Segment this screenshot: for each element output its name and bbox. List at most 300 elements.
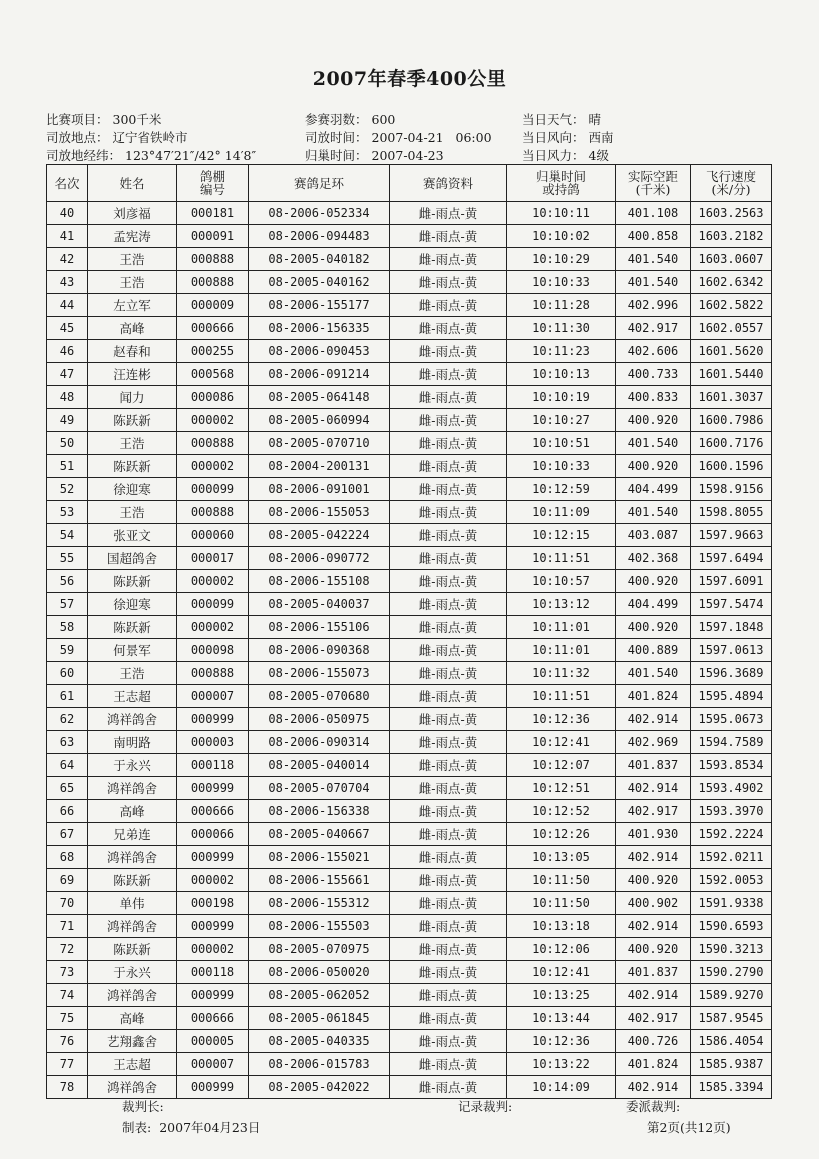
delegate-referee: [626, 1097, 680, 1115]
col-header-pigeon-info: 赛鸽资料: [390, 165, 507, 202]
release-place-label: 司放地点：: [46, 130, 109, 145]
table-row: [47, 547, 772, 570]
cell-pigeon-info: 雌-雨点-黄: [390, 386, 507, 409]
table-row: [47, 846, 772, 869]
cell-speed: 1603.2563: [691, 202, 772, 225]
table-row: [47, 294, 772, 317]
cell-pigeon-info: 雌-雨点-黄: [390, 846, 507, 869]
cell-rank: 76: [47, 1030, 88, 1053]
cell-name: 汪连彬: [88, 363, 177, 386]
cell-distance: 401.540: [616, 432, 691, 455]
entries-label: 参赛羽数：: [305, 112, 368, 127]
cell-name: 徐迎寒: [88, 478, 177, 501]
table-row: [47, 202, 772, 225]
cell-distance: 400.920: [616, 455, 691, 478]
cell-ring: 08-2006-090314: [249, 731, 390, 754]
cell-ring: 08-2005-042022: [249, 1076, 390, 1099]
table-row: [47, 1007, 772, 1030]
cell-rank: 69: [47, 869, 88, 892]
weather-info: [522, 110, 601, 128]
cell-distance: 402.914: [616, 777, 691, 800]
cell-arrival: 10:10:29: [507, 248, 616, 271]
cell-distance: 402.606: [616, 340, 691, 363]
cell-speed: 1587.9545: [691, 1007, 772, 1030]
cell-speed: 1597.6494: [691, 547, 772, 570]
cell-name: 左立军: [88, 294, 177, 317]
event-label: 比赛项目：: [46, 112, 109, 127]
cell-rank: 50: [47, 432, 88, 455]
cell-loft-id: 000002: [177, 616, 249, 639]
cell-speed: 1597.0613: [691, 639, 772, 662]
cell-rank: 64: [47, 754, 88, 777]
release-time-label: 司放时间：: [305, 130, 368, 145]
cell-distance: 402.914: [616, 1076, 691, 1099]
cell-distance: 400.920: [616, 938, 691, 961]
cell-pigeon-info: 雌-雨点-黄: [390, 708, 507, 731]
cell-speed: 1603.2182: [691, 225, 772, 248]
cell-ring: 08-2005-064148: [249, 386, 390, 409]
cell-arrival: 10:10:27: [507, 409, 616, 432]
cell-pigeon-info: 雌-雨点-黄: [390, 616, 507, 639]
cell-rank: 78: [47, 1076, 88, 1099]
cell-name: 陈跃新: [88, 869, 177, 892]
made-by-date: 2007年04月23日: [159, 1120, 261, 1135]
return-time-value: 2007-04-23: [371, 148, 444, 163]
cell-ring: 08-2006-090453: [249, 340, 390, 363]
cell-pigeon-info: 雌-雨点-黄: [390, 685, 507, 708]
cell-arrival: 10:12:41: [507, 961, 616, 984]
table-row: [47, 386, 772, 409]
cell-rank: 68: [47, 846, 88, 869]
col-header-distance: 实际空距 (千米): [616, 165, 691, 202]
cell-ring: 08-2006-052334: [249, 202, 390, 225]
cell-ring: 08-2005-040014: [249, 754, 390, 777]
table-row: [47, 1030, 772, 1053]
table-row: [47, 616, 772, 639]
cell-loft-id: 000091: [177, 225, 249, 248]
cell-speed: 1600.7176: [691, 432, 772, 455]
cell-speed: 1590.2790: [691, 961, 772, 984]
cell-arrival: 10:10:02: [507, 225, 616, 248]
recorder-referee-label: 记录裁判:: [458, 1099, 513, 1114]
cell-arrival: 10:12:52: [507, 800, 616, 823]
cell-loft-id: 000255: [177, 340, 249, 363]
cell-distance: 400.920: [616, 570, 691, 593]
cell-distance: 402.368: [616, 547, 691, 570]
cell-speed: 1602.6342: [691, 271, 772, 294]
cell-ring: 08-2006-155108: [249, 570, 390, 593]
cell-ring: 08-2006-090368: [249, 639, 390, 662]
cell-arrival: 10:13:22: [507, 1053, 616, 1076]
table-row: [47, 317, 772, 340]
cell-loft-id: 000888: [177, 271, 249, 294]
cell-ring: 08-2006-155053: [249, 501, 390, 524]
cell-arrival: 10:11:32: [507, 662, 616, 685]
cell-distance: 402.969: [616, 731, 691, 754]
cell-name: 王浩: [88, 271, 177, 294]
cell-rank: 74: [47, 984, 88, 1007]
cell-arrival: 10:12:36: [507, 1030, 616, 1053]
cell-speed: 1595.0673: [691, 708, 772, 731]
cell-pigeon-info: 雌-雨点-黄: [390, 1007, 507, 1030]
cell-rank: 43: [47, 271, 88, 294]
cell-loft-id: 000198: [177, 892, 249, 915]
col-header-arrival: 归巢时间 或持鸽: [507, 165, 616, 202]
col-header-rank: 名次: [47, 165, 88, 202]
cell-arrival: 10:12:06: [507, 938, 616, 961]
cell-loft-id: 000002: [177, 455, 249, 478]
table-row: [47, 869, 772, 892]
cell-ring: 08-2005-070680: [249, 685, 390, 708]
table-row: [47, 685, 772, 708]
cell-name: 高峰: [88, 317, 177, 340]
cell-arrival: 10:13:05: [507, 846, 616, 869]
cell-name: 王志超: [88, 685, 177, 708]
cell-ring: 08-2006-091214: [249, 363, 390, 386]
cell-ring: 08-2006-155073: [249, 662, 390, 685]
cell-distance: 402.917: [616, 1007, 691, 1030]
cell-distance: 404.499: [616, 593, 691, 616]
table-row: [47, 754, 772, 777]
cell-speed: 1595.4894: [691, 685, 772, 708]
cell-distance: 400.920: [616, 869, 691, 892]
cell-ring: 08-2006-155106: [249, 616, 390, 639]
cell-pigeon-info: 雌-雨点-黄: [390, 317, 507, 340]
cell-arrival: 10:13:44: [507, 1007, 616, 1030]
entries-value: 600: [371, 112, 396, 127]
coords-info: [46, 146, 256, 164]
cell-distance: 400.902: [616, 892, 691, 915]
weather-label: 当日天气：: [522, 112, 585, 127]
cell-rank: 65: [47, 777, 88, 800]
cell-arrival: 10:13:25: [507, 984, 616, 1007]
cell-arrival: 10:10:51: [507, 432, 616, 455]
cell-distance: 401.824: [616, 1053, 691, 1076]
table-row: [47, 570, 772, 593]
cell-arrival: 10:11:50: [507, 869, 616, 892]
cell-pigeon-info: 雌-雨点-黄: [390, 478, 507, 501]
cell-speed: 1593.3970: [691, 800, 772, 823]
results-table: [46, 164, 772, 1099]
cell-ring: 08-2005-040037: [249, 593, 390, 616]
cell-loft-id: 000999: [177, 777, 249, 800]
cell-loft-id: 000003: [177, 731, 249, 754]
cell-speed: 1601.5620: [691, 340, 772, 363]
cell-speed: 1597.5474: [691, 593, 772, 616]
referee-chief: [122, 1097, 164, 1115]
cell-rank: 77: [47, 1053, 88, 1076]
cell-ring: 08-2005-062052: [249, 984, 390, 1007]
coords-value: 123°47′21″/42° 14′8″: [125, 148, 257, 163]
cell-name: 孟宪涛: [88, 225, 177, 248]
cell-name: 何景军: [88, 639, 177, 662]
table-row: [47, 271, 772, 294]
cell-loft-id: 000002: [177, 869, 249, 892]
cell-distance: 400.920: [616, 616, 691, 639]
cell-loft-id: 000888: [177, 501, 249, 524]
cell-arrival: 10:12:51: [507, 777, 616, 800]
cell-rank: 46: [47, 340, 88, 363]
cell-rank: 59: [47, 639, 88, 662]
cell-rank: 53: [47, 501, 88, 524]
cell-name: 高峰: [88, 1007, 177, 1030]
cell-arrival: 10:11:09: [507, 501, 616, 524]
cell-rank: 55: [47, 547, 88, 570]
cell-rank: 73: [47, 961, 88, 984]
cell-speed: 1602.5822: [691, 294, 772, 317]
cell-loft-id: 000568: [177, 363, 249, 386]
return-time-label: 归巢时间：: [305, 148, 368, 163]
cell-rank: 48: [47, 386, 88, 409]
col-header-loft-id: 鸽棚 编号: [177, 165, 249, 202]
cell-loft-id: 000666: [177, 800, 249, 823]
cell-distance: 401.540: [616, 248, 691, 271]
cell-arrival: 10:11:50: [507, 892, 616, 915]
cell-name: 于永兴: [88, 754, 177, 777]
wind-direction-value: 西南: [588, 130, 614, 145]
cell-distance: 400.726: [616, 1030, 691, 1053]
recorder-referee: [458, 1097, 512, 1115]
cell-loft-id: 000099: [177, 593, 249, 616]
cell-pigeon-info: 雌-雨点-黄: [390, 455, 507, 478]
cell-name: 陈跃新: [88, 616, 177, 639]
cell-pigeon-info: 雌-雨点-黄: [390, 248, 507, 271]
cell-ring: 08-2006-091001: [249, 478, 390, 501]
wind-force-value: 4级: [588, 148, 609, 163]
cell-loft-id: 000999: [177, 708, 249, 731]
release-place-info: [46, 128, 188, 146]
col-header-speed: 飞行速度 (米/分): [691, 165, 772, 202]
cell-rank: 70: [47, 892, 88, 915]
cell-name: 单伟: [88, 892, 177, 915]
cell-speed: 1590.3213: [691, 938, 772, 961]
cell-pigeon-info: 雌-雨点-黄: [390, 938, 507, 961]
cell-speed: 1594.7589: [691, 731, 772, 754]
cell-name: 陈跃新: [88, 455, 177, 478]
cell-distance: 401.540: [616, 662, 691, 685]
cell-distance: 402.917: [616, 317, 691, 340]
table-row: [47, 409, 772, 432]
cell-distance: 402.914: [616, 915, 691, 938]
cell-distance: 402.914: [616, 708, 691, 731]
cell-ring: 08-2006-155177: [249, 294, 390, 317]
table-row: [47, 1053, 772, 1076]
cell-pigeon-info: 雌-雨点-黄: [390, 777, 507, 800]
cell-loft-id: 000999: [177, 1076, 249, 1099]
table-row: [47, 915, 772, 938]
table-row: [47, 593, 772, 616]
cell-rank: 62: [47, 708, 88, 731]
cell-pigeon-info: 雌-雨点-黄: [390, 409, 507, 432]
release-time-info: [305, 128, 492, 146]
cell-arrival: 10:11:28: [507, 294, 616, 317]
cell-arrival: 10:12:36: [507, 708, 616, 731]
cell-ring: 08-2006-156335: [249, 317, 390, 340]
cell-arrival: 10:11:51: [507, 547, 616, 570]
cell-rank: 71: [47, 915, 88, 938]
cell-rank: 44: [47, 294, 88, 317]
cell-pigeon-info: 雌-雨点-黄: [390, 892, 507, 915]
cell-rank: 54: [47, 524, 88, 547]
cell-name: 陈跃新: [88, 938, 177, 961]
cell-loft-id: 000066: [177, 823, 249, 846]
cell-speed: 1590.6593: [691, 915, 772, 938]
cell-arrival: 10:10:33: [507, 271, 616, 294]
cell-name: 鸿祥鸽舍: [88, 708, 177, 731]
weather-value: 晴: [588, 112, 602, 127]
cell-loft-id: 000181: [177, 202, 249, 225]
cell-speed: 1592.2224: [691, 823, 772, 846]
cell-arrival: 10:14:09: [507, 1076, 616, 1099]
entries-info: [305, 110, 395, 128]
cell-ring: 08-2005-070710: [249, 432, 390, 455]
release-time-value: 2007-04-21 06:00: [371, 130, 492, 145]
cell-name: 刘彦福: [88, 202, 177, 225]
table-row: [47, 225, 772, 248]
cell-loft-id: 000888: [177, 248, 249, 271]
cell-pigeon-info: 雌-雨点-黄: [390, 915, 507, 938]
cell-arrival: 10:11:01: [507, 639, 616, 662]
cell-ring: 08-2004-200131: [249, 455, 390, 478]
cell-pigeon-info: 雌-雨点-黄: [390, 363, 507, 386]
table-row: [47, 639, 772, 662]
cell-speed: 1589.9270: [691, 984, 772, 1007]
table-row: [47, 938, 772, 961]
cell-arrival: 10:13:12: [507, 593, 616, 616]
cell-pigeon-info: 雌-雨点-黄: [390, 639, 507, 662]
cell-distance: 401.824: [616, 685, 691, 708]
cell-loft-id: 000118: [177, 961, 249, 984]
wind-direction-info: [522, 128, 614, 146]
cell-ring: 08-2005-040182: [249, 248, 390, 271]
cell-ring: 08-2005-042224: [249, 524, 390, 547]
cell-rank: 40: [47, 202, 88, 225]
coords-label: 司放地经纬：: [46, 148, 122, 163]
cell-name: 南明路: [88, 731, 177, 754]
cell-loft-id: 000086: [177, 386, 249, 409]
table-row: [47, 248, 772, 271]
table-row: [47, 777, 772, 800]
cell-loft-id: 000002: [177, 938, 249, 961]
cell-ring: 08-2005-061845: [249, 1007, 390, 1030]
cell-arrival: 10:12:41: [507, 731, 616, 754]
cell-name: 王浩: [88, 432, 177, 455]
cell-speed: 1591.9338: [691, 892, 772, 915]
cell-speed: 1597.1848: [691, 616, 772, 639]
cell-loft-id: 000007: [177, 1053, 249, 1076]
cell-pigeon-info: 雌-雨点-黄: [390, 800, 507, 823]
cell-loft-id: 000002: [177, 570, 249, 593]
cell-arrival: 10:10:13: [507, 363, 616, 386]
cell-pigeon-info: 雌-雨点-黄: [390, 340, 507, 363]
cell-pigeon-info: 雌-雨点-黄: [390, 547, 507, 570]
cell-rank: 52: [47, 478, 88, 501]
cell-pigeon-info: 雌-雨点-黄: [390, 662, 507, 685]
wind-force-label: 当日风力：: [522, 148, 585, 163]
cell-arrival: 10:11:01: [507, 616, 616, 639]
cell-rank: 45: [47, 317, 88, 340]
cell-ring: 08-2005-040667: [249, 823, 390, 846]
event-info: [46, 110, 161, 128]
cell-ring: 08-2006-015783: [249, 1053, 390, 1076]
cell-loft-id: 000888: [177, 662, 249, 685]
cell-pigeon-info: 雌-雨点-黄: [390, 593, 507, 616]
release-place-value: 辽宁省铁岭市: [112, 130, 188, 145]
table-row: [47, 340, 772, 363]
cell-distance: 402.914: [616, 846, 691, 869]
results-body: [47, 202, 772, 1099]
cell-name: 鸿祥鸽舍: [88, 846, 177, 869]
cell-name: 王浩: [88, 248, 177, 271]
cell-loft-id: 000007: [177, 685, 249, 708]
table-row: [47, 478, 772, 501]
cell-ring: 08-2005-070975: [249, 938, 390, 961]
cell-name: 陈跃新: [88, 409, 177, 432]
cell-rank: 66: [47, 800, 88, 823]
cell-name: 张亚文: [88, 524, 177, 547]
cell-speed: 1585.3394: [691, 1076, 772, 1099]
table-header-row: [47, 165, 772, 202]
cell-ring: 08-2006-155021: [249, 846, 390, 869]
cell-loft-id: 000009: [177, 294, 249, 317]
cell-name: 闻力: [88, 386, 177, 409]
cell-speed: 1593.8534: [691, 754, 772, 777]
cell-pigeon-info: 雌-雨点-黄: [390, 961, 507, 984]
cell-distance: 400.833: [616, 386, 691, 409]
cell-loft-id: 000118: [177, 754, 249, 777]
cell-name: 陈跃新: [88, 570, 177, 593]
cell-speed: 1597.9663: [691, 524, 772, 547]
cell-name: 王浩: [88, 662, 177, 685]
col-header-ring: 赛鸽足环: [249, 165, 390, 202]
table-row: [47, 731, 772, 754]
cell-rank: 51: [47, 455, 88, 478]
table-row: [47, 432, 772, 455]
cell-speed: 1600.1596: [691, 455, 772, 478]
event-value: 300千米: [112, 112, 162, 127]
cell-arrival: 10:10:19: [507, 386, 616, 409]
table-row: [47, 823, 772, 846]
cell-rank: 58: [47, 616, 88, 639]
cell-pigeon-info: 雌-雨点-黄: [390, 271, 507, 294]
cell-ring: 08-2006-050020: [249, 961, 390, 984]
cell-ring: 08-2005-040335: [249, 1030, 390, 1053]
cell-distance: 401.540: [616, 271, 691, 294]
cell-pigeon-info: 雌-雨点-黄: [390, 501, 507, 524]
cell-arrival: 10:11:23: [507, 340, 616, 363]
cell-arrival: 10:10:57: [507, 570, 616, 593]
page-indicator: 第2页(共12页): [647, 1120, 731, 1135]
cell-name: 国超鸽舍: [88, 547, 177, 570]
cell-rank: 57: [47, 593, 88, 616]
delegate-referee-label: 委派裁判:: [626, 1099, 681, 1114]
cell-pigeon-info: 雌-雨点-黄: [390, 1053, 507, 1076]
table-row: [47, 524, 772, 547]
cell-rank: 72: [47, 938, 88, 961]
cell-loft-id: 000888: [177, 432, 249, 455]
cell-name: 兄弟连: [88, 823, 177, 846]
cell-loft-id: 000060: [177, 524, 249, 547]
cell-rank: 63: [47, 731, 88, 754]
cell-speed: 1598.9156: [691, 478, 772, 501]
cell-ring: 08-2006-094483: [249, 225, 390, 248]
cell-loft-id: 000099: [177, 478, 249, 501]
cell-distance: 403.087: [616, 524, 691, 547]
cell-name: 鸿祥鸽舍: [88, 1076, 177, 1099]
cell-arrival: 10:11:51: [507, 685, 616, 708]
cell-ring: 08-2006-155503: [249, 915, 390, 938]
cell-rank: 60: [47, 662, 88, 685]
